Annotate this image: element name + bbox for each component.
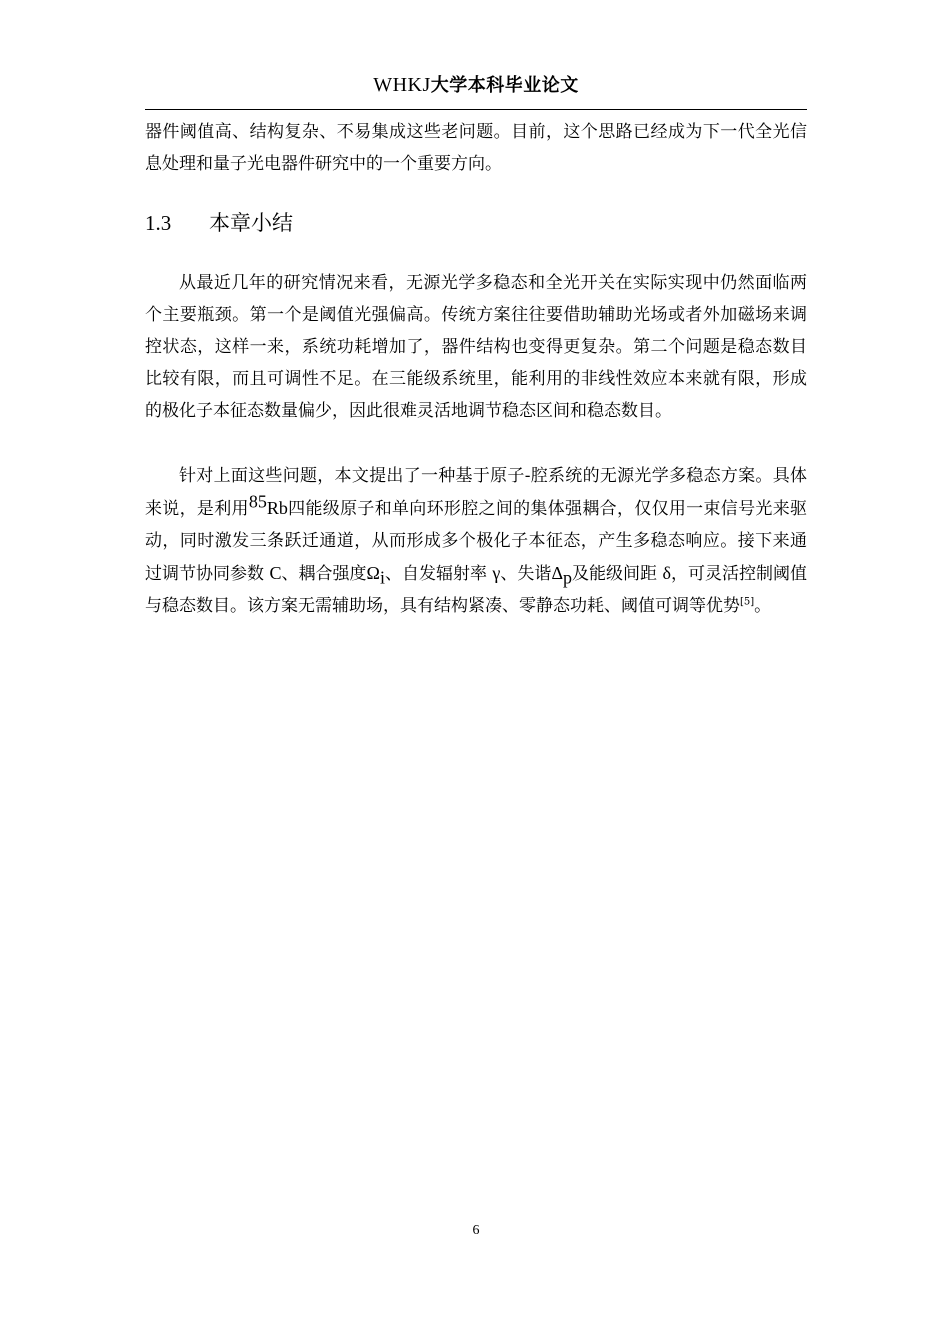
- section-heading: [145, 206, 807, 240]
- p3-text-7: ，可灵活控制阈值与稳态数目。该方案无需辅助场，具有结构紧凑、零静态功耗、阈值可调等优势: [145, 564, 808, 616]
- element-symbol: Rb: [266, 498, 288, 518]
- page-number: 6: [472, 1223, 480, 1238]
- summary-paragraph-2: [145, 460, 807, 622]
- omega-subscript: i: [379, 567, 385, 588]
- p3-text-8: 。: [754, 596, 772, 616]
- running-header: [145, 72, 807, 99]
- isotope-mass: 85: [248, 491, 267, 512]
- omega-symbol: Ω: [366, 563, 380, 583]
- citation-ref[interactable]: [5]: [740, 596, 755, 608]
- p3-text-3: 、耦合强度: [281, 564, 367, 584]
- continuation-paragraph: 器件阈值高、结构复杂、不易集成这些老问题。目前，这个思路已经成为下一代全光信息处理和量子光电器件研究中的一个重要方向。: [145, 122, 807, 174]
- section-title: 本章小结: [209, 211, 293, 235]
- delta-subscript: p: [563, 567, 573, 588]
- p3-text-4: 、自发辐射率: [384, 564, 493, 584]
- p3-text-6: 及能级间距: [572, 564, 663, 584]
- summary-paragraph-1: 从最近几年的研究情况来看，无源光学多稳态和全光开关在实际实现中仍然面临两个主要瓶颈。第一个是阈值光强偏高。传统方案往往要借助辅助光场或者外加磁场来调控状态，这样一来，系统功耗增加了，器件结构也变得更复杂。第二个问题是稳态数目比较有限，而且可调性不足。在三能级系统里，能利用的非线性效应本来就有限，形成的极化子本征态数量偏少，因此很难灵活地调节稳态区间和稳态数目。: [145, 273, 807, 421]
- p3-text-5: 、失谐: [500, 564, 552, 584]
- delta-symbol: Δ: [551, 563, 564, 583]
- small-delta-symbol: δ: [662, 563, 671, 583]
- header-rule: [145, 109, 807, 110]
- p3-text-1: 针对上面这些问题，本文提出了一种基于原子-腔系统的无源光学多稳态方案。具体来说，是利用: [145, 466, 807, 519]
- param-c: C: [269, 563, 282, 583]
- gamma-symbol: γ: [492, 563, 501, 583]
- header-latin: WHKJ: [373, 74, 431, 96]
- section-number: 1.3: [145, 211, 172, 235]
- header-title: 大学本科毕业论文: [430, 75, 579, 96]
- p3-text-2: 四能级原子和单向环形腔之间的集体强耦合，仅仅用一束信号光来驱动，同时激发三条跃迁通道，从而形成多个极化子本征态，产生多稳态响应。接下来通过调节协同参数: [145, 499, 808, 584]
